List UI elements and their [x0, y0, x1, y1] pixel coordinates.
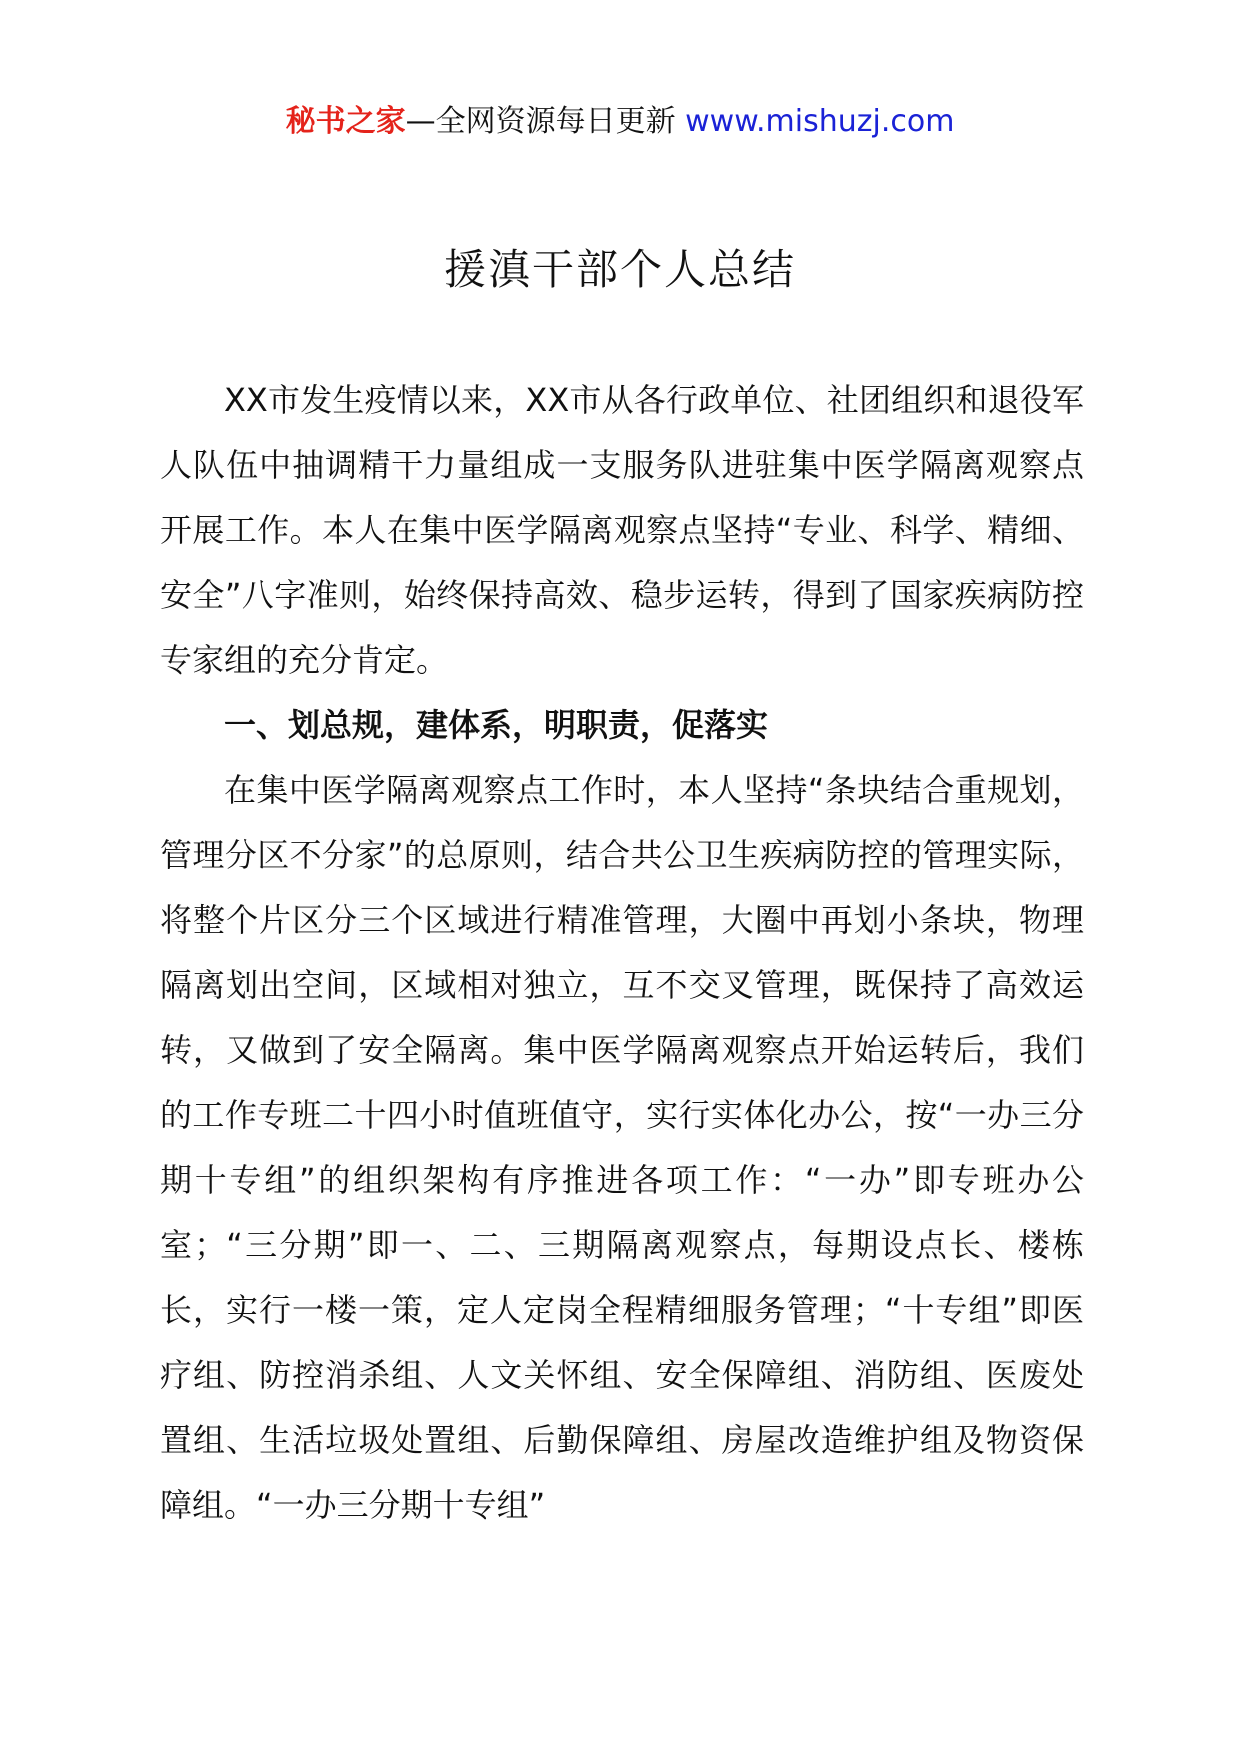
page-header: [0, 100, 1240, 144]
paragraph-intro: XX市发生疫情以来，XX市从各行政单位、社团组织和退役军人队伍中抽调精干力量组成一支服务队进驻集中医学隔离观察点开展工作。本人在集中医学隔离观察点坚持“专业、科学、精细、安全”八字准则，始终保持高效、稳步运转，得到了国家疾病防控专家组的充分肯定。: [160, 381, 1084, 679]
document-title: 援滇干部个人总结: [443, 245, 796, 294]
site-url-link[interactable]: www.mishuzj.com: [685, 104, 955, 139]
header-tagline: —全网资源每日更新: [405, 104, 686, 139]
paragraph-body: 在集中医学隔离观察点工作时，本人坚持“条块结合重规划，管理分区不分家”的总原则，结合共公卫生疾病防控的管理实际，将整个片区分三个区域进行精准管理，大圈中再划小条块，物理隔离划出空间，区域相对独立，互不交叉管理，既保持了高效运转，又做到了安全隔离。集中医学隔离观察点开始运转后，我们的工作专班二十四小时值班值守，实行实体化办公，按“一办三分期十专组”的组织架构有序推进各项工作：“一办”即专班办公室；“三分期”即一、二、三期隔离观察点，每期设点长、楼栋长，实行一楼一策，定人定岗全程精细服务管理；“十专组”即医疗组、防控消杀组、人文关怀组、安全保障组、消防组、医废处置组、生活垃圾处置组、后勤保障组、房屋改造维护组及物资保障组。“一办三分期十专组”: [160, 771, 1084, 1524]
section-heading: 一、划总规，建体系，明职责，促落实: [224, 706, 769, 744]
brand-name: 秘书之家: [285, 104, 406, 139]
document-body: [160, 368, 1084, 1538]
